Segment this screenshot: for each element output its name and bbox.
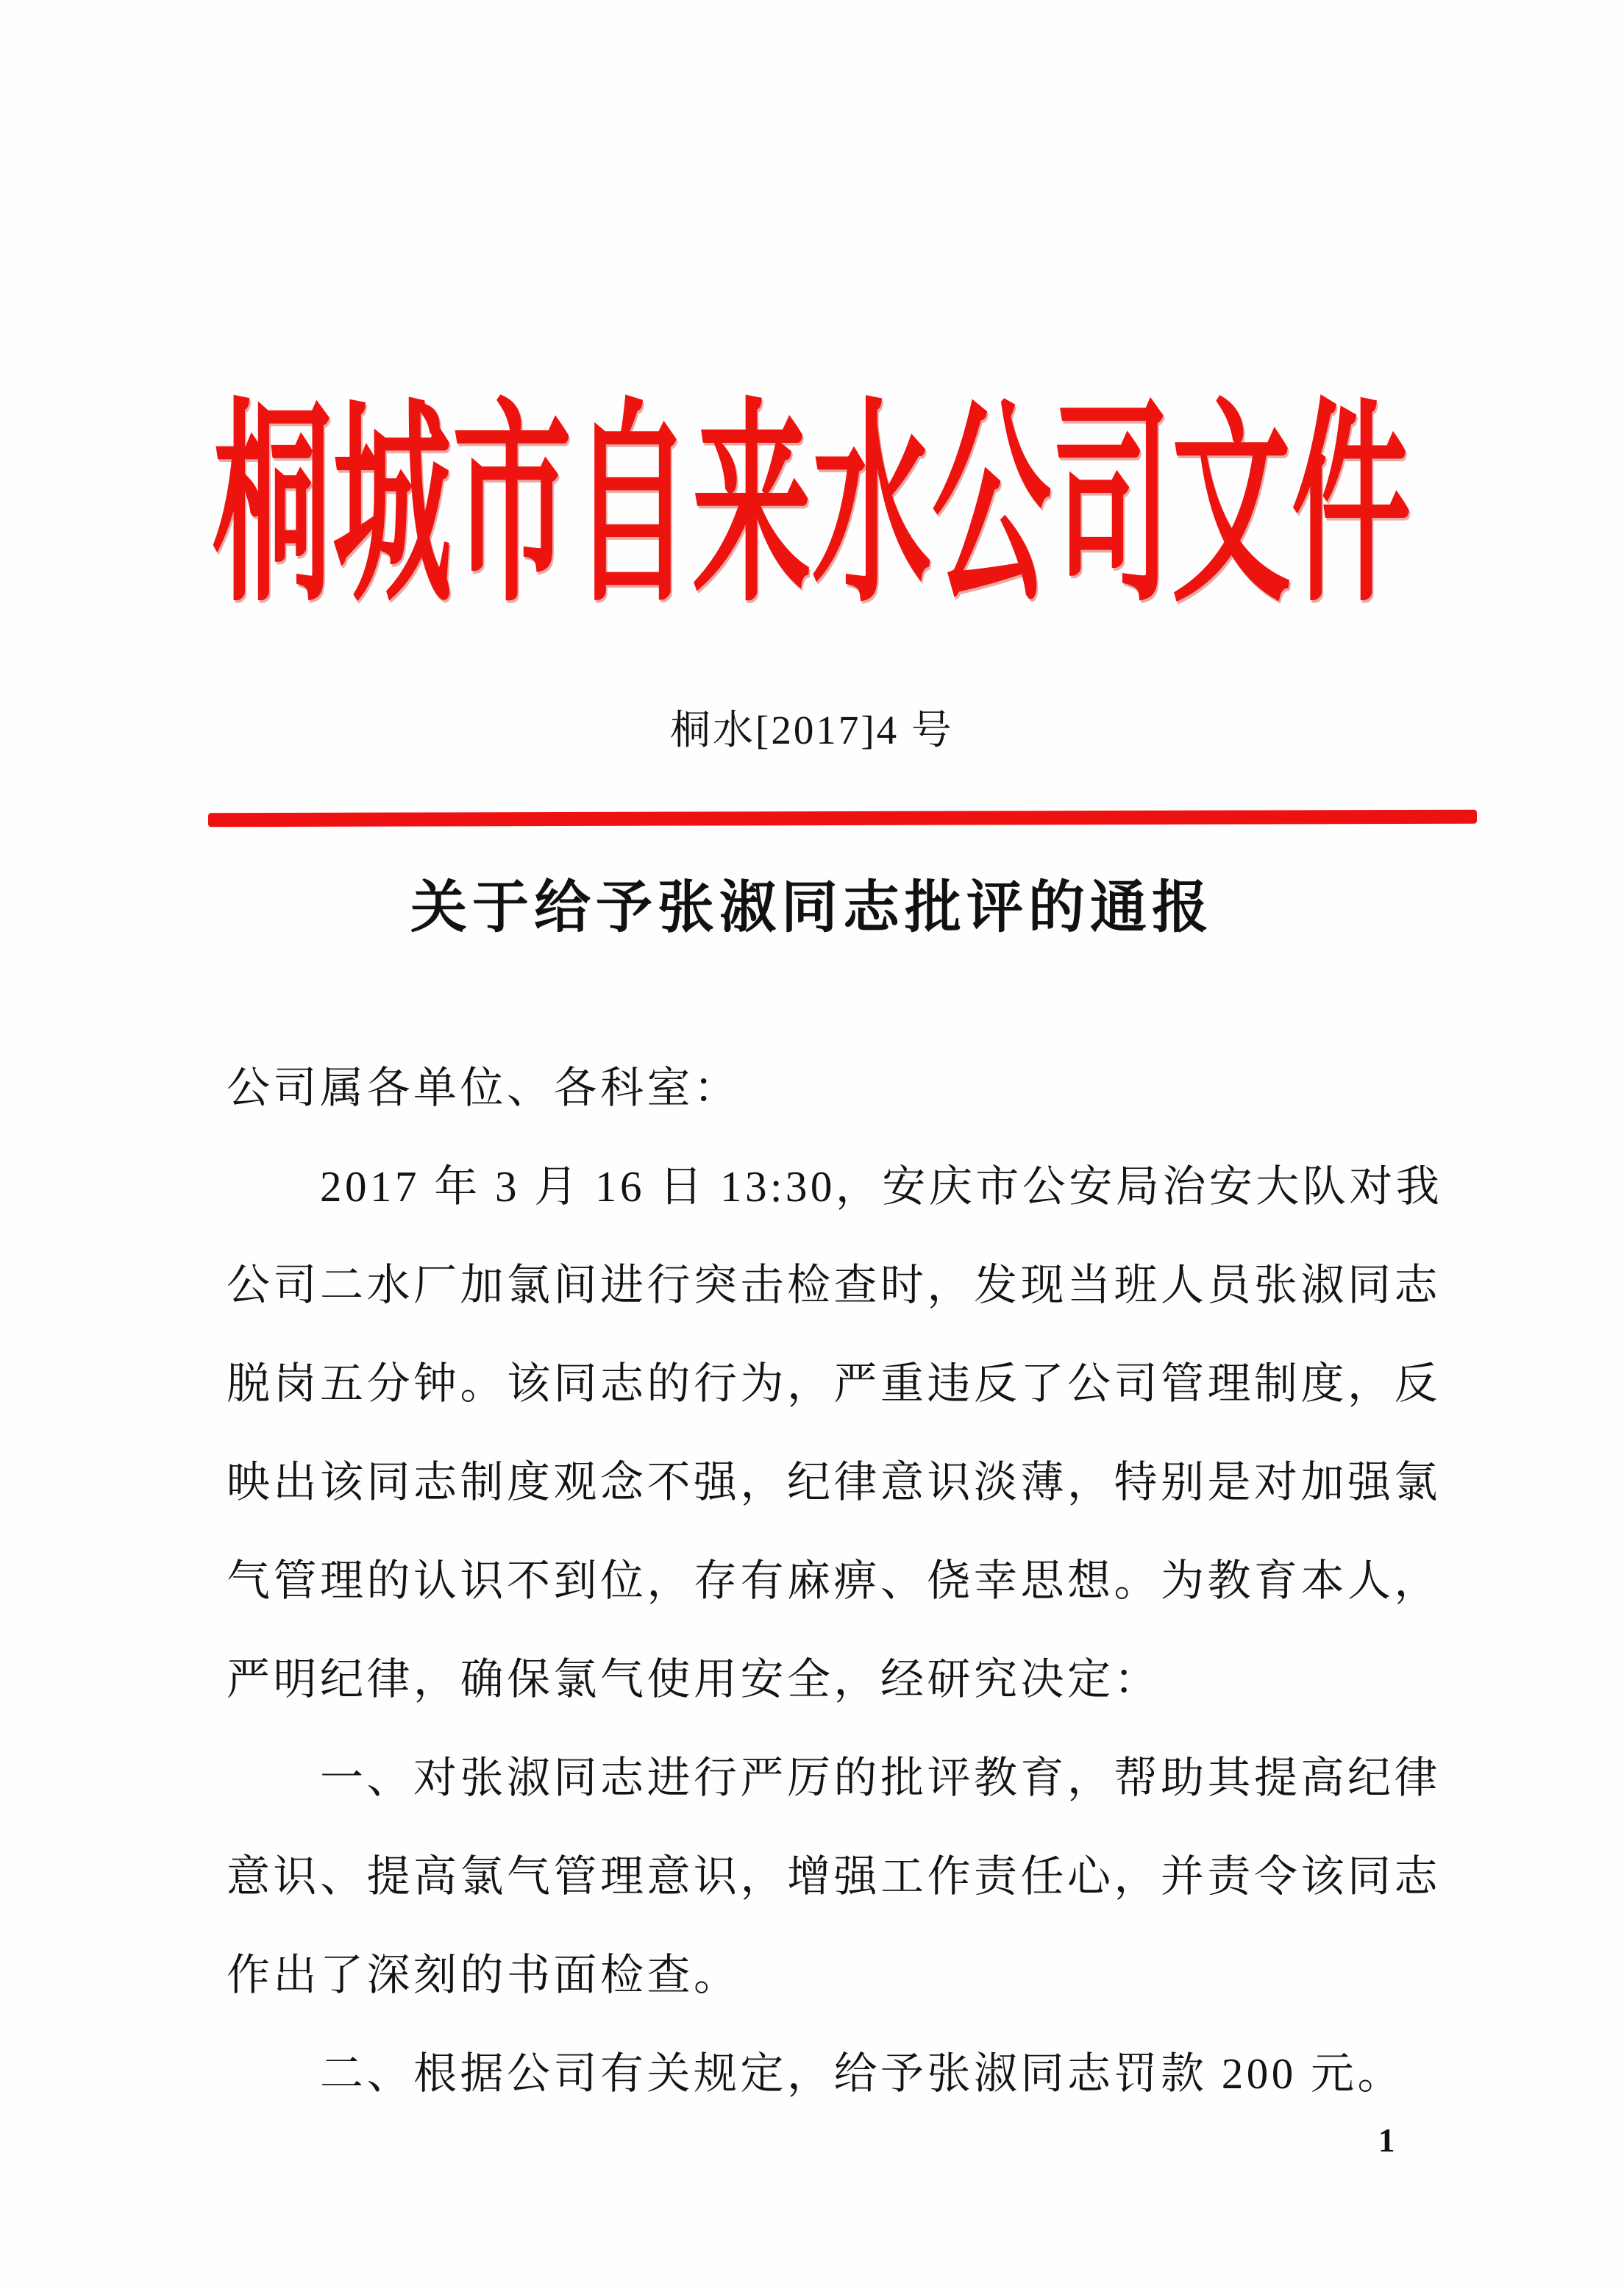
page-number: 1: [1378, 2122, 1395, 2159]
body-line-item-2: 二、根据公司有关规定，给予张淑同志罚款 200 元。: [320, 2049, 1405, 2098]
body-line: 2017 年 3 月 16 日 13:30，安庆市公安局治安大队对我: [320, 1162, 1443, 1211]
body-line: 脱岗五分钟。该同志的行为，严重违反了公司管理制度，反: [227, 1359, 1442, 1408]
letterhead: [0, 332, 1624, 629]
body-line-salutation: 公司属各单位、各科室：: [227, 1064, 741, 1112]
company-letterhead-title: 桐城市自来水公司文件: [213, 388, 1411, 629]
body-line: 公司二水厂加氯间进行突击检查时，发现当班人员张淑同志: [227, 1261, 1442, 1309]
body-line: 映出该同志制度观念不强，纪律意识淡薄，特别是对加强氯: [227, 1458, 1442, 1506]
body-line: 意识、提高氯气管理意识，增强工作责任心，并责令该同志: [227, 1852, 1442, 1901]
notice-body: [227, 1039, 1443, 2123]
body-line: 严明纪律，确保氯气使用安全，经研究决定：: [227, 1655, 1161, 1704]
body-line-item-1: 一、对张淑同志进行严厉的批评教育，帮助其提高纪律: [320, 1754, 1442, 1802]
body-line: 气管理的认识不到位，存有麻痹、侥幸思想。为教育本人，: [227, 1556, 1442, 1605]
red-separator-line: [208, 810, 1477, 828]
notice-title: 关于给予张淑同志批评的通报: [410, 876, 1214, 939]
body-line: 作出了深刻的书面检查。: [227, 1951, 741, 1999]
document-reference-number: 桐水[2017]4 号: [670, 708, 954, 752]
